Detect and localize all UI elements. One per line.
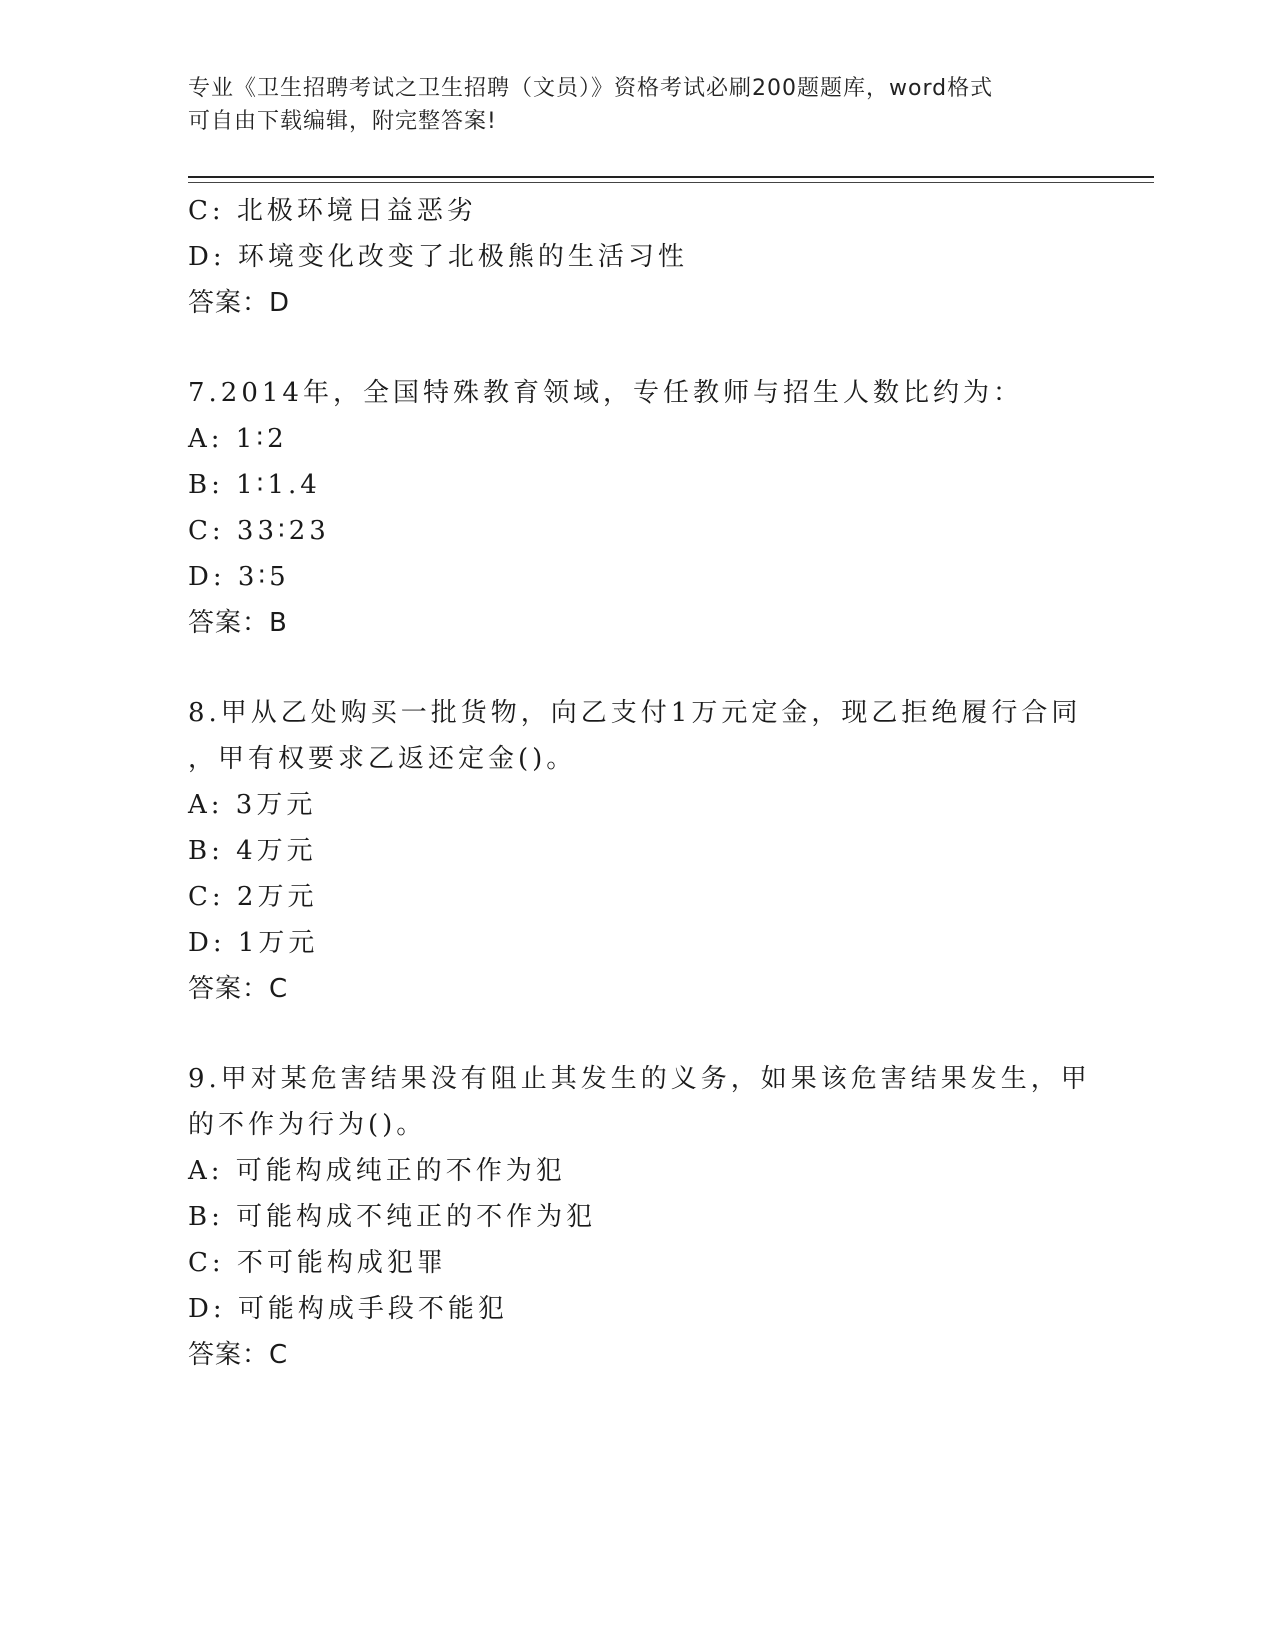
header-line-1: 专业《卫生招聘考试之卫生招聘（文员）》资格考试必刷200题题库，word格式 [188,76,994,101]
header-rule-thin [188,182,1154,183]
answer: 答案：C [188,974,289,1004]
question-9 [188,1056,1091,1378]
option-d: D: 3∶5 [188,562,290,592]
option-b: B: 4万元 [188,836,317,866]
question-stem-line-1: 9.甲对某危害结果没有阻止其发生的义务，如果该危害结果发生，甲 [188,1064,1091,1094]
question-stem-line-1: 8.甲从乙处购买一批货物，向乙支付1万元定金，现乙拒绝履行合同 [188,698,1082,728]
option-d: D: 1万元 [188,928,319,958]
option-a: A: 1∶2 [188,424,288,454]
option-b: B: 可能构成不纯正的不作为犯 [188,1202,597,1232]
question-stem: 7.2014年，全国特殊教育领域，专任教师与招生人数比约为： [188,378,1023,408]
option-a: A: 可能构成纯正的不作为犯 [188,1156,566,1186]
option-c: C: 2万元 [188,882,318,912]
answer: 答案：B [188,608,288,638]
question-8 [188,690,1088,1012]
header-line-2: 可自由下载编辑，附完整答案! [188,109,497,134]
question-gap [188,326,1088,370]
question-gap [188,1012,1088,1056]
question-list [188,188,1091,1378]
question-gap [188,646,1088,690]
option-a: A: 3万元 [188,790,317,820]
option-c: C: 不可能构成犯罪 [188,1248,447,1278]
option-d: D: 可能构成手段不能犯 [188,1294,508,1324]
option-c: C: 北极环境日益恶劣 [188,196,477,226]
question-stem-line-2: 的不作为行为()。 [188,1110,427,1140]
option-c: C: 33∶23 [188,516,330,546]
question-6 [188,188,1088,326]
header-rule-thick [188,176,1154,178]
question-7 [188,370,1088,646]
option-d: D: 环境变化改变了北极熊的生活习性 [188,242,688,272]
page-header [188,72,1068,138]
option-b: B: 1∶1.4 [188,470,321,500]
answer: 答案：C [188,1340,289,1370]
answer: 答案：D [188,288,291,318]
question-stem-line-2: ，甲有权要求乙返还定金()。 [188,744,577,774]
